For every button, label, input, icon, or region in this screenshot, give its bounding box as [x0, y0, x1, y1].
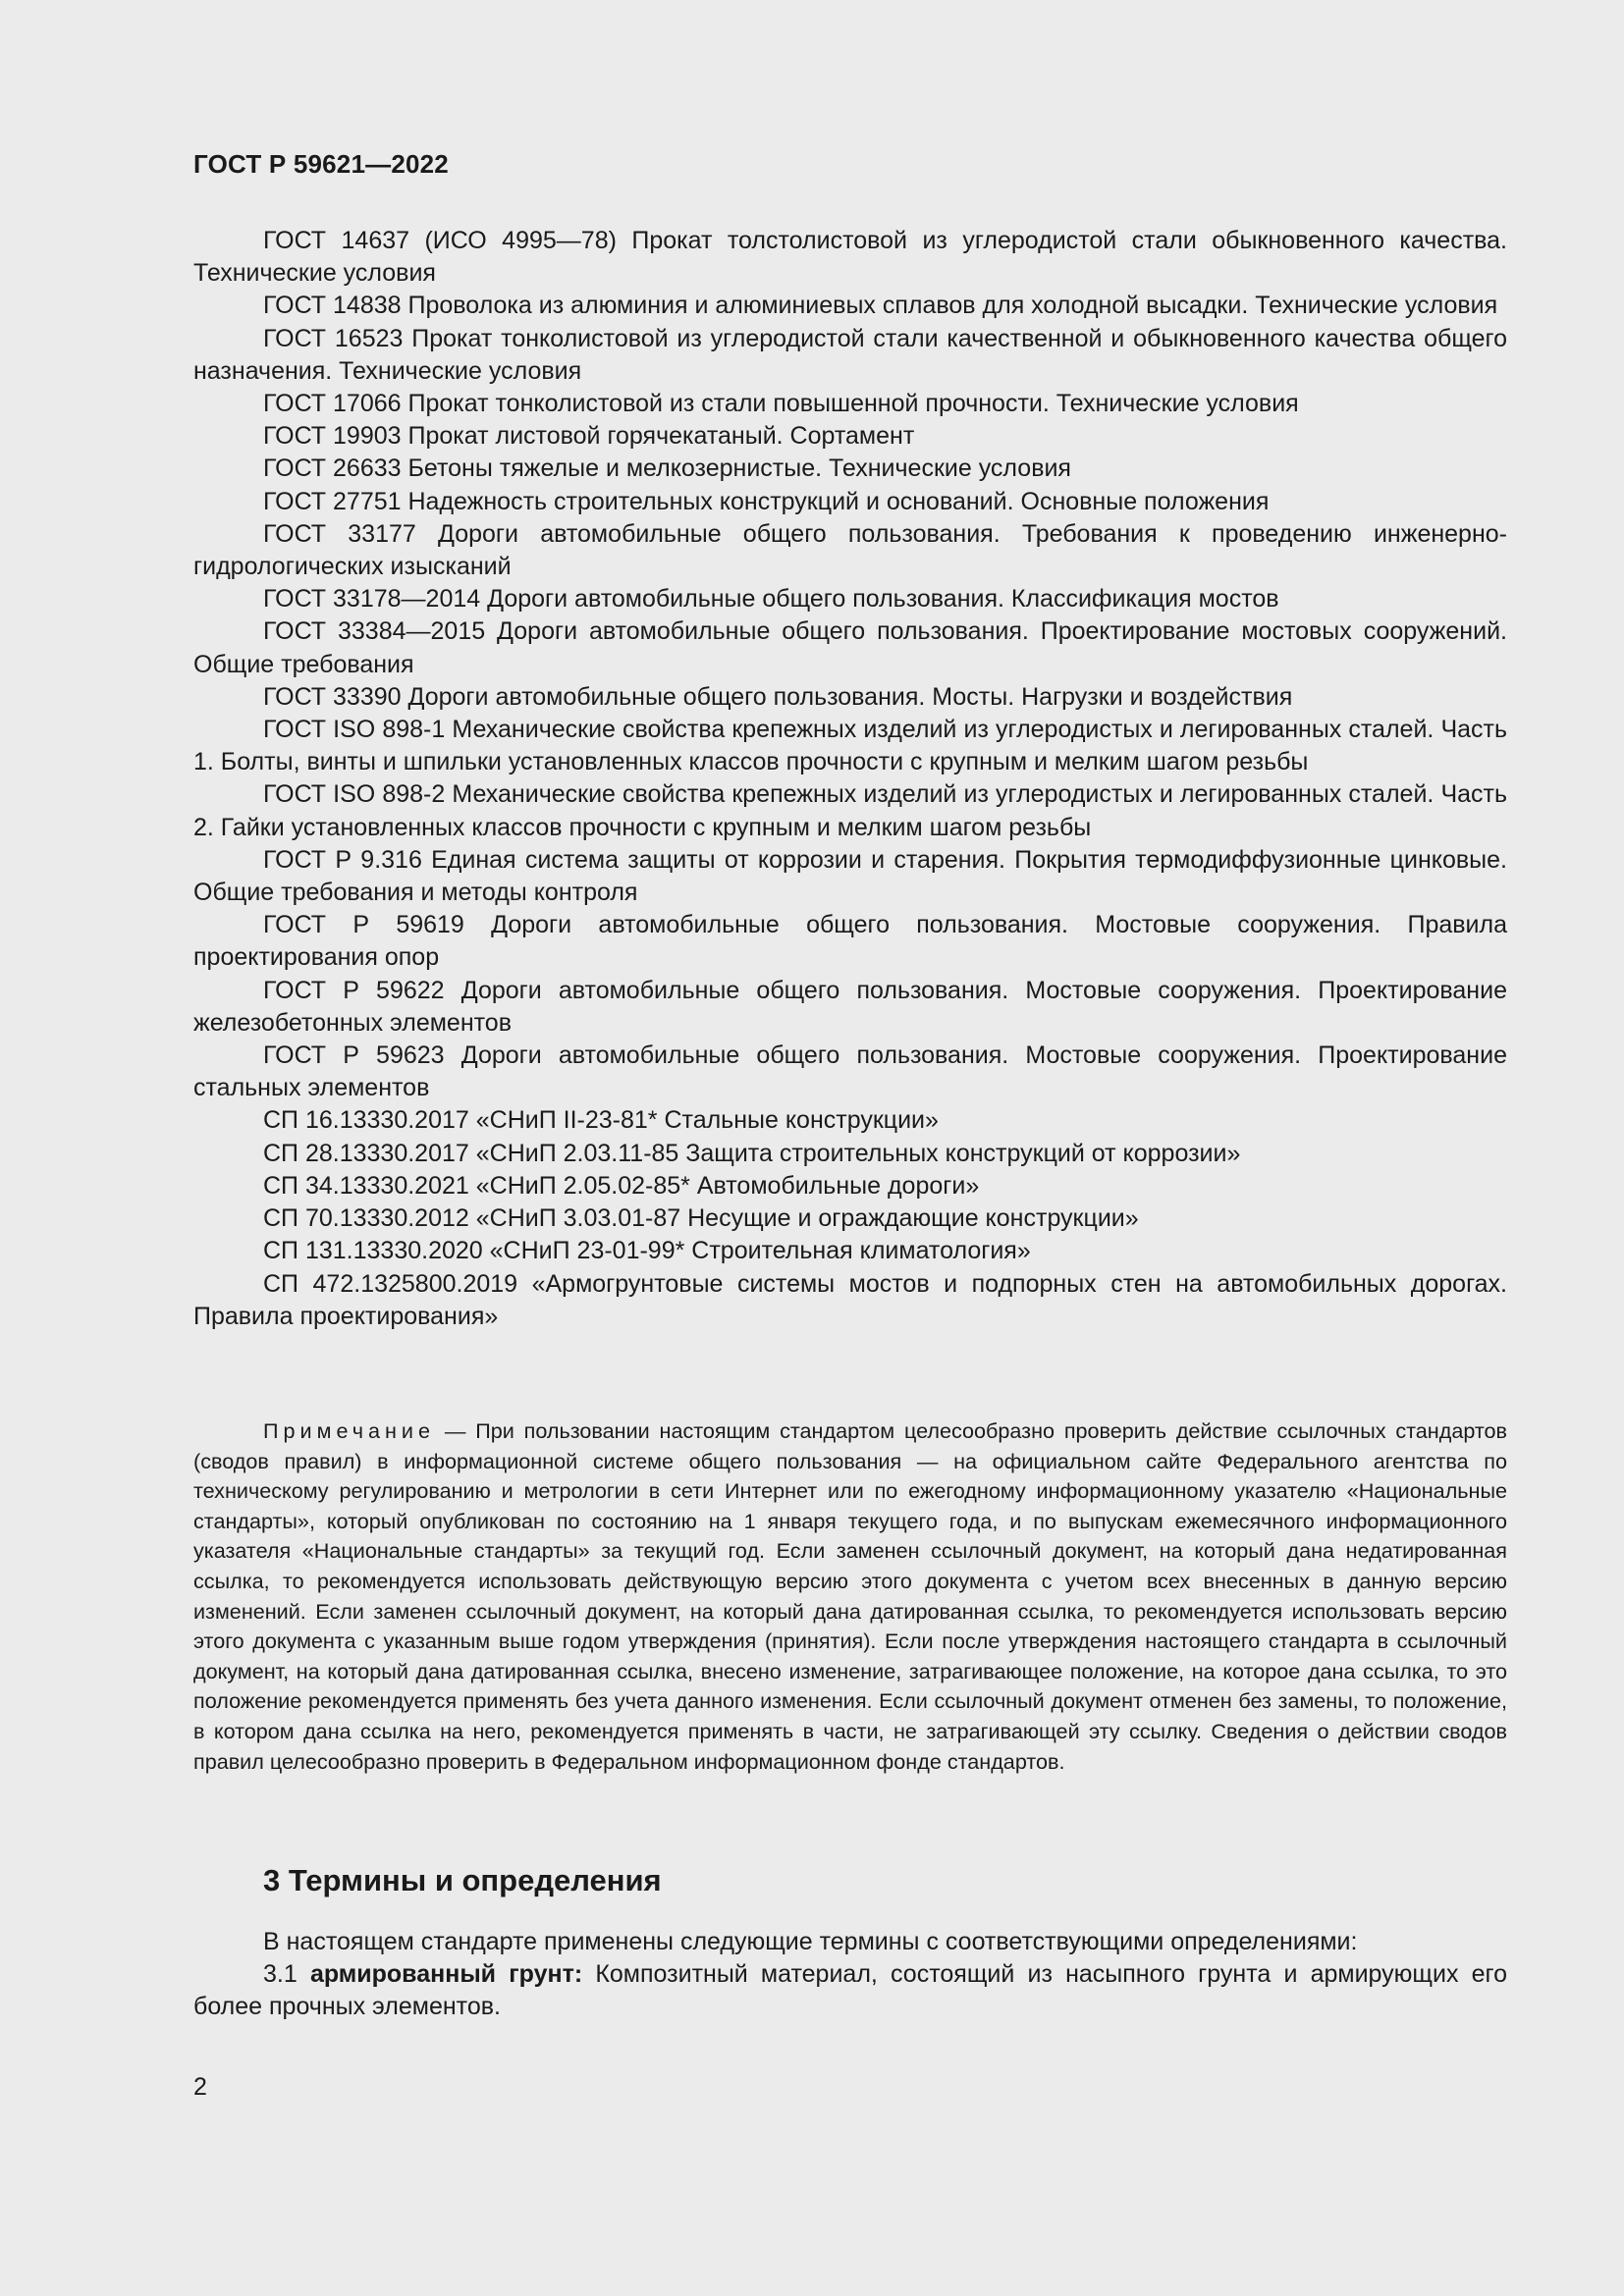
- reference-item: ГОСТ 26633 Бетоны тяжелые и мелкозернистые. Технические условия: [263, 454, 1071, 483]
- term-name: армированный грунт:: [309, 1960, 583, 1989]
- term-definition: [193, 1958, 1507, 2023]
- document-header: ГОСТ Р 59621—2022: [193, 149, 449, 179]
- note-label: Примечание: [263, 1418, 435, 1443]
- reference-item: ГОСТ Р 59623 Дороги автомобильные общего пользования. Мостовые сооружения. Проектирование стальных элементов: [193, 1041, 1507, 1102]
- section-intro: В настоящем стандарте применены следующие термины с соответствующими определениями:: [263, 1928, 1358, 1955]
- reference-item: ГОСТ Р 59619 Дороги автомобильные общего пользования. Мостовые сооружения. Правила проектирования опор: [193, 911, 1507, 972]
- section-title: 3 Термины и определения: [263, 1863, 662, 1897]
- reference-item: ГОСТ 27751 Надежность строительных конструкций и оснований. Основные положения: [263, 487, 1270, 515]
- reference-item: ГОСТ 14838 Проволока из алюминия и алюминиевых сплавов для холодной высадки. Технические условия: [263, 292, 1498, 320]
- reference-item: СП 34.13330.2021 «СНиП 2.05.02-85* Автомобильные дороги»: [263, 1171, 980, 1200]
- note-text: При пользовании настоящим стандартом целесообразно проверить действие ссылочных стандартов (сводов правил) в информационной системе общего пользования — на официальном сайте Федерального агентства по техническому регулированию и метрологии в сети Интернет или по ежегодному информационному указателю «Национальные стандарты», который опубликован по состоянию на 1 января текущего года, и по выпускам ежемесячного информационного указателя «Национальные стандарты» за текущий год. Если заменен ссылочный документ, на который дана недатированная ссылка, то рекомендуется использовать действующую версию этого документа с учетом всех внесенных в данную версию изменений. Если заменен ссылочный документ, на который дана датированная ссылка, то рекомендуется использовать версию этого документа с указанным выше годом утверждения (принятия). Если после утверждения настоящего стандарта в ссылочный документ, на который дана датированная ссылка, внесено изменение, затрагивающее положение, на которое дана ссылка, то это положение рекомендуется применять без учета данного изменения. Если ссылочный документ отменен без замены, то положение, в котором дана ссылка на него, рекомендуется применять в части, не затрагивающей эту ссылку. Сведения о действии сводов правил целесообразно проверить в Федеральном информационном фонде стандартов.: [193, 1418, 1508, 1774]
- reference-item: СП 28.13330.2017 «СНиП 2.03.11-85 Защита строительных конструкций от коррозии»: [263, 1139, 1241, 1167]
- reference-item: ГОСТ ISO 898-2 Механические свойства крепежных изделий из углеродистых и легированных сталей. Часть 2. Гайки установленных классов прочности с крупным и мелким шагом резьбы: [193, 780, 1507, 841]
- term-definition-text: Композитный материал, состоящий из насыпного грунта и армирующих его более прочных элементов.: [193, 1960, 1508, 2021]
- reference-item: СП 131.13330.2020 «СНиП 23-01-99* Строительная климатология»: [263, 1237, 1031, 1265]
- page-number: 2: [193, 2073, 207, 2101]
- reference-item: ГОСТ 14637 (ИСО 4995—78) Прокат толстолистовой из углеродистой стали обыкновенного качества. Технические условия: [193, 227, 1507, 288]
- reference-item: ГОСТ ISO 898-1 Механические свойства крепежных изделий из углеродистых и легированных сталей. Часть 1. Болты, винты и шпильки установленных классов прочности с крупным и мелким шагом резьбы: [193, 716, 1507, 776]
- reference-item: СП 70.13330.2012 «СНиП 3.03.01-87 Несущие и ограждающие конструкции»: [263, 1204, 1139, 1233]
- term-number: 3.1: [263, 1960, 310, 1989]
- reference-item: ГОСТ 33384—2015 Дороги автомобильные общего пользования. Проектирование мостовых сооружений. Общие требования: [193, 617, 1507, 678]
- reference-item: ГОСТ Р 9.316 Единая система защиты от коррозии и старения. Покрытия термодиффузионные цинковые. Общие требования и методы контроля: [193, 845, 1507, 907]
- note-paragraph: [193, 1416, 1507, 1777]
- reference-item: ГОСТ 33177 Дороги автомобильные общего пользования. Требования к проведению инженерно-гидрологических изысканий: [193, 519, 1507, 581]
- reference-item: ГОСТ 33178—2014 Дороги автомобильные общего пользования. Классификация мостов: [263, 585, 1279, 614]
- reference-item: СП 472.1325800.2019 «Армогрунтовые системы мостов и подпорных стен на автомобильных дорогах. Правила проектирования»: [193, 1269, 1507, 1330]
- reference-item: ГОСТ 17066 Прокат тонколистовой из стали повышенной прочности. Технические условия: [263, 390, 1299, 418]
- reference-item: СП 16.13330.2017 «СНиП II-23-81* Стальные конструкции»: [263, 1106, 939, 1135]
- reference-item: ГОСТ Р 59622 Дороги автомобильные общего пользования. Мостовые сооружения. Проектирование железобетонных элементов: [193, 976, 1507, 1037]
- reference-item: ГОСТ 19903 Прокат листовой горячекатаный. Сортамент: [263, 422, 915, 451]
- section-body: [193, 1926, 1507, 2024]
- reference-item: ГОСТ 16523 Прокат тонколистовой из углеродистой стали качественной и обыкновенного качества общего назначения. Технические условия: [193, 324, 1507, 385]
- reference-item: ГОСТ 33390 Дороги автомобильные общего пользования. Мосты. Нагрузки и воздействия: [263, 682, 1293, 711]
- note-dash: —: [435, 1418, 476, 1443]
- normative-references-list: [193, 225, 1507, 1333]
